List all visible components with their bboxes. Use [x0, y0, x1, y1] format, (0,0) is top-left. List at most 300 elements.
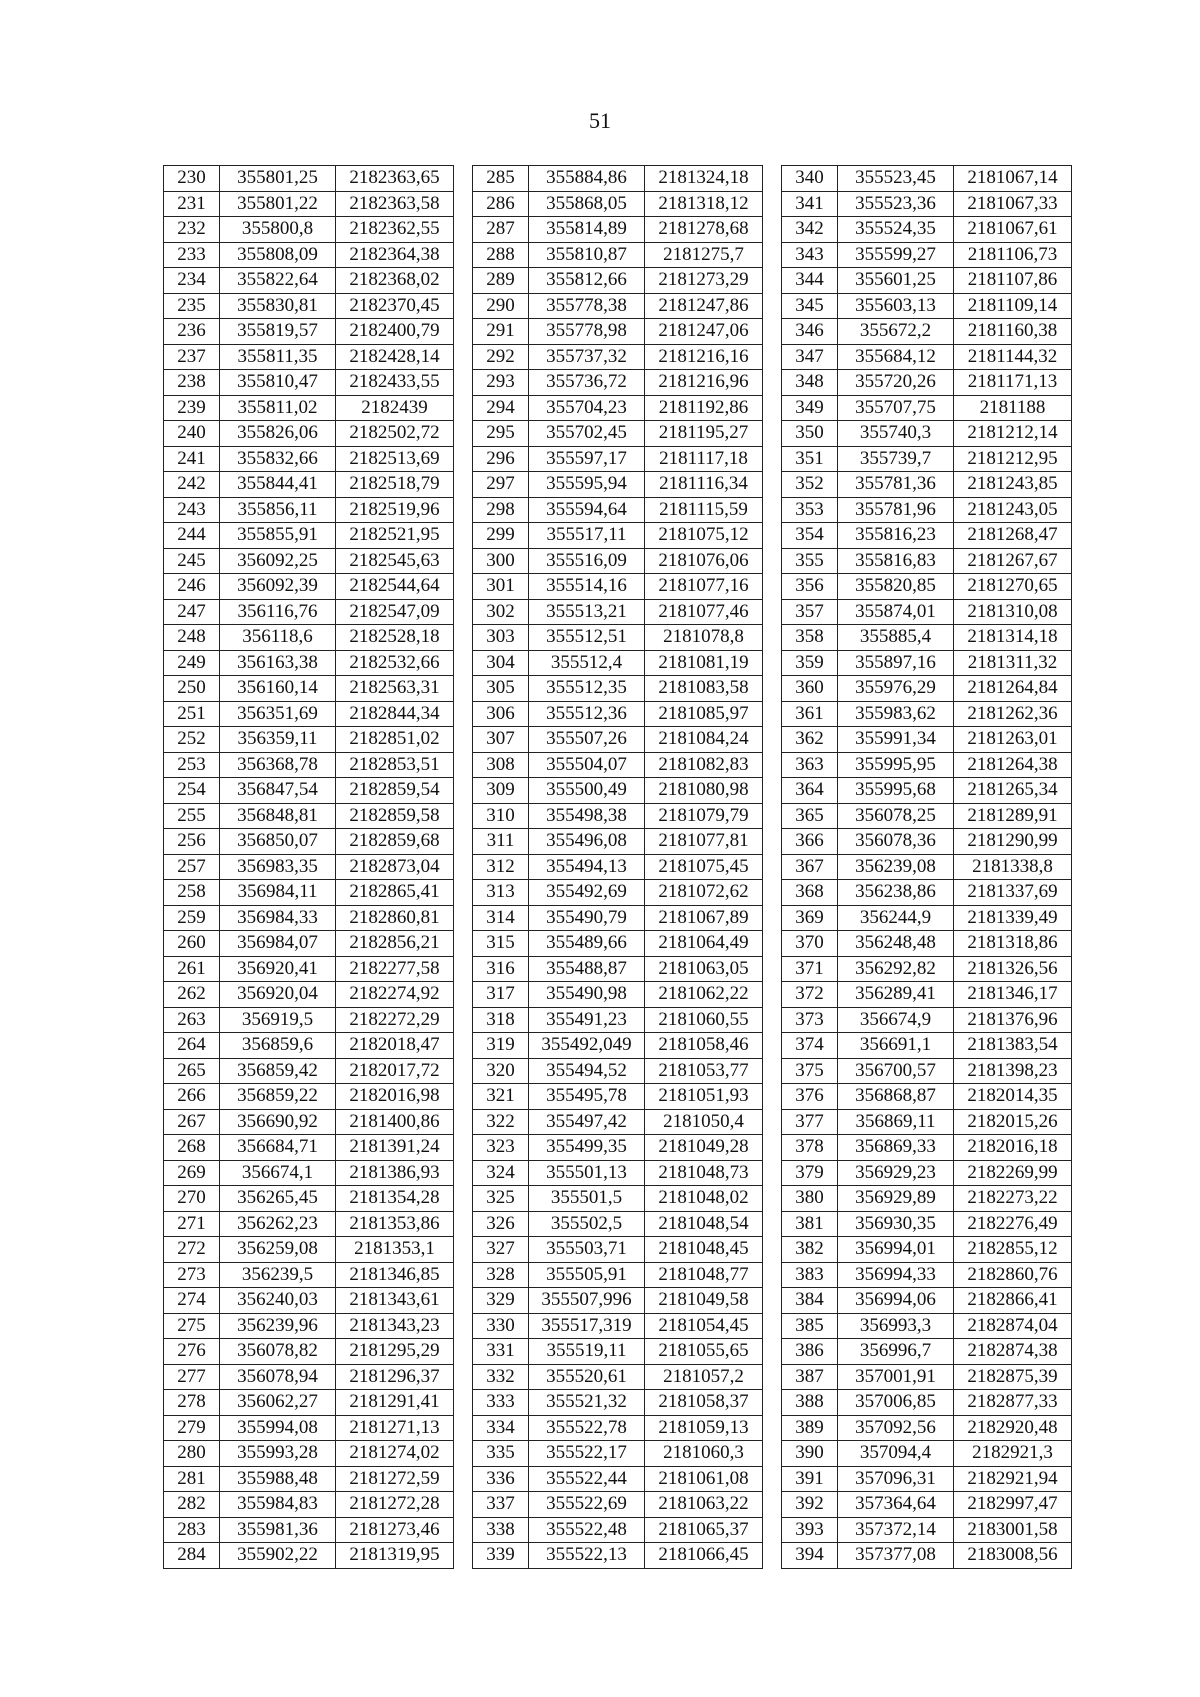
- point-number-cell: 311: [473, 829, 529, 855]
- point-number-cell: 353: [782, 497, 838, 523]
- x-coordinate-cell: 355704,23: [529, 395, 645, 421]
- point-number-cell: 295: [473, 421, 529, 447]
- point-number-cell: 298: [473, 497, 529, 523]
- table-row: [473, 523, 763, 549]
- x-coordinate-cell: 355983,62: [838, 701, 954, 727]
- point-number-cell: 309: [473, 778, 529, 804]
- table-row: [164, 1160, 454, 1186]
- table-row: [473, 956, 763, 982]
- point-number-cell: 270: [164, 1186, 220, 1212]
- point-number-cell: 307: [473, 727, 529, 753]
- y-coordinate-cell: 2181311,32: [954, 650, 1072, 676]
- point-number-cell: 346: [782, 319, 838, 345]
- x-coordinate-cell: 355993,28: [220, 1441, 336, 1467]
- coordinate-table-body: [473, 166, 763, 1569]
- y-coordinate-cell: 2181265,34: [954, 778, 1072, 804]
- table-row: [164, 1364, 454, 1390]
- point-number-cell: 322: [473, 1109, 529, 1135]
- x-coordinate-cell: 355885,4: [838, 625, 954, 651]
- y-coordinate-cell: 2181060,55: [645, 1007, 763, 1033]
- y-coordinate-cell: 2181050,4: [645, 1109, 763, 1135]
- point-number-cell: 254: [164, 778, 220, 804]
- x-coordinate-cell: 355492,69: [529, 880, 645, 906]
- x-coordinate-cell: 355516,09: [529, 548, 645, 574]
- y-coordinate-cell: 2182859,54: [336, 778, 454, 804]
- table-row: [782, 1211, 1072, 1237]
- table-row: [473, 1109, 763, 1135]
- y-coordinate-cell: 2181083,58: [645, 676, 763, 702]
- point-number-cell: 329: [473, 1288, 529, 1314]
- x-coordinate-cell: 355976,29: [838, 676, 954, 702]
- point-number-cell: 285: [473, 166, 529, 192]
- table-row: [473, 1543, 763, 1569]
- table-row: [782, 803, 1072, 829]
- y-coordinate-cell: 2181107,86: [954, 268, 1072, 294]
- table-row: [782, 574, 1072, 600]
- table-row: [164, 599, 454, 625]
- point-number-cell: 248: [164, 625, 220, 651]
- x-coordinate-cell: 355522,48: [529, 1517, 645, 1543]
- point-number-cell: 356: [782, 574, 838, 600]
- y-coordinate-cell: 2181115,59: [645, 497, 763, 523]
- point-number-cell: 362: [782, 727, 838, 753]
- x-coordinate-cell: 355855,91: [220, 523, 336, 549]
- y-coordinate-cell: 2181275,7: [645, 242, 763, 268]
- x-coordinate-cell: 356929,23: [838, 1160, 954, 1186]
- y-coordinate-cell: 2181049,28: [645, 1135, 763, 1161]
- point-number-cell: 368: [782, 880, 838, 906]
- y-coordinate-cell: 2181398,23: [954, 1058, 1072, 1084]
- y-coordinate-cell: 2181076,06: [645, 548, 763, 574]
- x-coordinate-cell: 355826,06: [220, 421, 336, 447]
- point-number-cell: 247: [164, 599, 220, 625]
- point-number-cell: 283: [164, 1517, 220, 1543]
- x-coordinate-cell: 355819,57: [220, 319, 336, 345]
- table-row: [782, 752, 1072, 778]
- table-row: [473, 1084, 763, 1110]
- x-coordinate-cell: 355522,78: [529, 1415, 645, 1441]
- y-coordinate-cell: 2182018,47: [336, 1033, 454, 1059]
- point-number-cell: 282: [164, 1492, 220, 1518]
- point-number-cell: 327: [473, 1237, 529, 1263]
- x-coordinate-cell: 357096,31: [838, 1466, 954, 1492]
- x-coordinate-cell: 355523,36: [838, 191, 954, 217]
- x-coordinate-cell: 357006,85: [838, 1390, 954, 1416]
- point-number-cell: 258: [164, 880, 220, 906]
- y-coordinate-cell: 2181079,79: [645, 803, 763, 829]
- x-coordinate-cell: 357001,91: [838, 1364, 954, 1390]
- x-coordinate-cell: 355512,35: [529, 676, 645, 702]
- point-number-cell: 269: [164, 1160, 220, 1186]
- table-row: [164, 1186, 454, 1212]
- point-number-cell: 317: [473, 982, 529, 1008]
- table-row: [473, 1186, 763, 1212]
- table-row: [473, 778, 763, 804]
- y-coordinate-cell: 2181216,96: [645, 370, 763, 396]
- table-row: [164, 395, 454, 421]
- point-number-cell: 234: [164, 268, 220, 294]
- table-row: [473, 982, 763, 1008]
- y-coordinate-cell: 2182017,72: [336, 1058, 454, 1084]
- x-coordinate-cell: 355994,08: [220, 1415, 336, 1441]
- y-coordinate-cell: 2182272,29: [336, 1007, 454, 1033]
- y-coordinate-cell: 2183008,56: [954, 1543, 1072, 1569]
- table-row: [164, 293, 454, 319]
- table-row: [782, 1364, 1072, 1390]
- y-coordinate-cell: 2181247,86: [645, 293, 763, 319]
- y-coordinate-cell: 2182273,22: [954, 1186, 1072, 1212]
- point-number-cell: 276: [164, 1339, 220, 1365]
- table-row: [164, 191, 454, 217]
- x-coordinate-cell: 355814,89: [529, 217, 645, 243]
- table-row: [473, 1466, 763, 1492]
- y-coordinate-cell: 2181310,08: [954, 599, 1072, 625]
- x-coordinate-cell: 356994,06: [838, 1288, 954, 1314]
- y-coordinate-cell: 2182015,26: [954, 1109, 1072, 1135]
- table-row: [782, 1415, 1072, 1441]
- y-coordinate-cell: 2182269,99: [954, 1160, 1072, 1186]
- x-coordinate-cell: 355601,25: [838, 268, 954, 294]
- x-coordinate-cell: 355856,11: [220, 497, 336, 523]
- x-coordinate-cell: 355494,52: [529, 1058, 645, 1084]
- table-row: [164, 956, 454, 982]
- table-row: [164, 1415, 454, 1441]
- x-coordinate-cell: 355520,61: [529, 1364, 645, 1390]
- table-row: [782, 446, 1072, 472]
- x-coordinate-cell: 356239,96: [220, 1313, 336, 1339]
- table-row: [782, 166, 1072, 192]
- point-number-cell: 301: [473, 574, 529, 600]
- x-coordinate-cell: 356239,08: [838, 854, 954, 880]
- table-row: [164, 166, 454, 192]
- y-coordinate-cell: 2182859,58: [336, 803, 454, 829]
- y-coordinate-cell: 2181272,59: [336, 1466, 454, 1492]
- point-number-cell: 231: [164, 191, 220, 217]
- point-number-cell: 347: [782, 344, 838, 370]
- x-coordinate-cell: 355597,17: [529, 446, 645, 472]
- table-row: [782, 956, 1072, 982]
- x-coordinate-cell: 355512,4: [529, 650, 645, 676]
- x-coordinate-cell: 355488,87: [529, 956, 645, 982]
- point-number-cell: 242: [164, 472, 220, 498]
- x-coordinate-cell: 356920,04: [220, 982, 336, 1008]
- y-coordinate-cell: 2181077,16: [645, 574, 763, 600]
- point-number-cell: 296: [473, 446, 529, 472]
- point-number-cell: 310: [473, 803, 529, 829]
- table-row: [473, 1390, 763, 1416]
- x-coordinate-cell: 356993,3: [838, 1313, 954, 1339]
- y-coordinate-cell: 2181055,65: [645, 1339, 763, 1365]
- x-coordinate-cell: 356359,11: [220, 727, 336, 753]
- point-number-cell: 382: [782, 1237, 838, 1263]
- point-number-cell: 372: [782, 982, 838, 1008]
- x-coordinate-cell: 355603,13: [838, 293, 954, 319]
- table-row: [164, 880, 454, 906]
- point-number-cell: 292: [473, 344, 529, 370]
- x-coordinate-cell: 355737,32: [529, 344, 645, 370]
- y-coordinate-cell: 2181064,49: [645, 931, 763, 957]
- point-number-cell: 342: [782, 217, 838, 243]
- x-coordinate-cell: 355801,25: [220, 166, 336, 192]
- table-row: [782, 1543, 1072, 1569]
- x-coordinate-cell: 356078,82: [220, 1339, 336, 1365]
- y-coordinate-cell: 2181106,73: [954, 242, 1072, 268]
- x-coordinate-cell: 355501,13: [529, 1160, 645, 1186]
- x-coordinate-cell: 356984,11: [220, 880, 336, 906]
- point-number-cell: 313: [473, 880, 529, 906]
- y-coordinate-cell: 2182920,48: [954, 1415, 1072, 1441]
- table-row: [164, 472, 454, 498]
- x-coordinate-cell: 356292,82: [838, 956, 954, 982]
- y-coordinate-cell: 2181291,41: [336, 1390, 454, 1416]
- point-number-cell: 320: [473, 1058, 529, 1084]
- table-row: [473, 599, 763, 625]
- y-coordinate-cell: 2181212,14: [954, 421, 1072, 447]
- y-coordinate-cell: 2181278,68: [645, 217, 763, 243]
- x-coordinate-cell: 355800,8: [220, 217, 336, 243]
- table-row: [473, 1211, 763, 1237]
- point-number-cell: 384: [782, 1288, 838, 1314]
- x-coordinate-cell: 355519,11: [529, 1339, 645, 1365]
- y-coordinate-cell: 2181391,24: [336, 1135, 454, 1161]
- table-row: [782, 778, 1072, 804]
- point-number-cell: 241: [164, 446, 220, 472]
- x-coordinate-cell: 355505,91: [529, 1262, 645, 1288]
- table-row: [782, 217, 1072, 243]
- coordinate-table: [163, 165, 454, 1569]
- x-coordinate-cell: 355902,22: [220, 1543, 336, 1569]
- y-coordinate-cell: 2181243,85: [954, 472, 1072, 498]
- table-row: [782, 854, 1072, 880]
- x-coordinate-cell: 355512,36: [529, 701, 645, 727]
- y-coordinate-cell: 2181270,65: [954, 574, 1072, 600]
- table-row: [164, 446, 454, 472]
- point-number-cell: 277: [164, 1364, 220, 1390]
- y-coordinate-cell: 2181117,18: [645, 446, 763, 472]
- y-coordinate-cell: 2181171,13: [954, 370, 1072, 396]
- x-coordinate-cell: 355810,47: [220, 370, 336, 396]
- table-row: [782, 344, 1072, 370]
- y-coordinate-cell: 2181061,08: [645, 1466, 763, 1492]
- y-coordinate-cell: 2182853,51: [336, 752, 454, 778]
- point-number-cell: 376: [782, 1084, 838, 1110]
- y-coordinate-cell: 2182873,04: [336, 854, 454, 880]
- y-coordinate-cell: 2181048,02: [645, 1186, 763, 1212]
- y-coordinate-cell: 2181295,29: [336, 1339, 454, 1365]
- point-number-cell: 288: [473, 242, 529, 268]
- y-coordinate-cell: 2182844,34: [336, 701, 454, 727]
- table-row: [473, 1492, 763, 1518]
- y-coordinate-cell: 2182528,18: [336, 625, 454, 651]
- point-number-cell: 325: [473, 1186, 529, 1212]
- x-coordinate-cell: 356674,9: [838, 1007, 954, 1033]
- x-coordinate-cell: 355739,7: [838, 446, 954, 472]
- point-number-cell: 246: [164, 574, 220, 600]
- table-row: [473, 548, 763, 574]
- table-row: [473, 370, 763, 396]
- y-coordinate-cell: 2181247,06: [645, 319, 763, 345]
- point-number-cell: 316: [473, 956, 529, 982]
- x-coordinate-cell: 355981,36: [220, 1517, 336, 1543]
- x-coordinate-cell: 356869,33: [838, 1135, 954, 1161]
- y-coordinate-cell: 2182400,79: [336, 319, 454, 345]
- y-coordinate-cell: 2182016,18: [954, 1135, 1072, 1161]
- point-number-cell: 344: [782, 268, 838, 294]
- y-coordinate-cell: 2181077,81: [645, 829, 763, 855]
- table-row: [782, 599, 1072, 625]
- y-coordinate-cell: 2181290,99: [954, 829, 1072, 855]
- table-row: [164, 268, 454, 294]
- y-coordinate-cell: 2181080,98: [645, 778, 763, 804]
- y-coordinate-cell: 2181354,28: [336, 1186, 454, 1212]
- y-coordinate-cell: 2182363,65: [336, 166, 454, 192]
- table-row: [473, 701, 763, 727]
- table-row: [782, 421, 1072, 447]
- y-coordinate-cell: 2181084,24: [645, 727, 763, 753]
- table-row: [164, 1007, 454, 1033]
- point-number-cell: 367: [782, 854, 838, 880]
- x-coordinate-cell: 355507,26: [529, 727, 645, 753]
- point-number-cell: 252: [164, 727, 220, 753]
- point-number-cell: 387: [782, 1364, 838, 1390]
- x-coordinate-cell: 356118,6: [220, 625, 336, 651]
- table-row: [782, 701, 1072, 727]
- x-coordinate-cell: 356078,94: [220, 1364, 336, 1390]
- y-coordinate-cell: 2181049,58: [645, 1288, 763, 1314]
- table-row: [782, 1033, 1072, 1059]
- x-coordinate-cell: 356684,71: [220, 1135, 336, 1161]
- x-coordinate-cell: 355811,02: [220, 395, 336, 421]
- x-coordinate-cell: 355874,01: [838, 599, 954, 625]
- x-coordinate-cell: 355507,996: [529, 1288, 645, 1314]
- y-coordinate-cell: 2182274,92: [336, 982, 454, 1008]
- x-coordinate-cell: 356240,03: [220, 1288, 336, 1314]
- point-number-cell: 308: [473, 752, 529, 778]
- point-number-cell: 379: [782, 1160, 838, 1186]
- y-coordinate-cell: 2181383,54: [954, 1033, 1072, 1059]
- point-number-cell: 366: [782, 829, 838, 855]
- point-number-cell: 256: [164, 829, 220, 855]
- x-coordinate-cell: 356859,6: [220, 1033, 336, 1059]
- y-coordinate-cell: 2181268,47: [954, 523, 1072, 549]
- table-row: [473, 1517, 763, 1543]
- point-number-cell: 251: [164, 701, 220, 727]
- x-coordinate-cell: 356160,14: [220, 676, 336, 702]
- x-coordinate-cell: 356869,11: [838, 1109, 954, 1135]
- y-coordinate-cell: 2181353,1: [336, 1237, 454, 1263]
- table-row: [164, 676, 454, 702]
- point-number-cell: 360: [782, 676, 838, 702]
- y-coordinate-cell: 2181048,77: [645, 1262, 763, 1288]
- table-row: [782, 1160, 1072, 1186]
- x-coordinate-cell: 356994,01: [838, 1237, 954, 1263]
- point-number-cell: 287: [473, 217, 529, 243]
- table-row: [164, 421, 454, 447]
- y-coordinate-cell: 2181343,23: [336, 1313, 454, 1339]
- point-number-cell: 392: [782, 1492, 838, 1518]
- y-coordinate-cell: 2182860,76: [954, 1262, 1072, 1288]
- point-number-cell: 377: [782, 1109, 838, 1135]
- y-coordinate-cell: 2181289,91: [954, 803, 1072, 829]
- x-coordinate-cell: 355522,44: [529, 1466, 645, 1492]
- table-row: [164, 1390, 454, 1416]
- x-coordinate-cell: 355500,49: [529, 778, 645, 804]
- point-number-cell: 237: [164, 344, 220, 370]
- x-coordinate-cell: 355822,64: [220, 268, 336, 294]
- y-coordinate-cell: 2181400,86: [336, 1109, 454, 1135]
- table-row: [164, 1262, 454, 1288]
- y-coordinate-cell: 2182855,12: [954, 1237, 1072, 1263]
- table-row: [782, 1135, 1072, 1161]
- y-coordinate-cell: 2181318,12: [645, 191, 763, 217]
- table-row: [473, 217, 763, 243]
- table-row: [782, 1058, 1072, 1084]
- x-coordinate-cell: 355522,17: [529, 1441, 645, 1467]
- point-number-cell: 352: [782, 472, 838, 498]
- x-coordinate-cell: 355884,86: [529, 166, 645, 192]
- page-number: 51: [589, 108, 611, 133]
- point-number-cell: 230: [164, 166, 220, 192]
- coordinate-table-body: [164, 166, 454, 1569]
- point-number-cell: 359: [782, 650, 838, 676]
- point-number-cell: 297: [473, 472, 529, 498]
- y-coordinate-cell: 2182370,45: [336, 293, 454, 319]
- y-coordinate-cell: 2181066,45: [645, 1543, 763, 1569]
- point-number-cell: 318: [473, 1007, 529, 1033]
- point-number-cell: 326: [473, 1211, 529, 1237]
- point-number-cell: 302: [473, 599, 529, 625]
- table-row: [164, 1109, 454, 1135]
- table-row: [164, 523, 454, 549]
- y-coordinate-cell: 2181343,61: [336, 1288, 454, 1314]
- y-coordinate-cell: 2181072,62: [645, 880, 763, 906]
- y-coordinate-cell: 2182368,02: [336, 268, 454, 294]
- x-coordinate-cell: 355491,23: [529, 1007, 645, 1033]
- x-coordinate-cell: 356919,5: [220, 1007, 336, 1033]
- point-number-cell: 245: [164, 548, 220, 574]
- x-coordinate-cell: 356265,45: [220, 1186, 336, 1212]
- table-row: [782, 676, 1072, 702]
- x-coordinate-cell: 355820,85: [838, 574, 954, 600]
- point-number-cell: 369: [782, 905, 838, 931]
- point-number-cell: 375: [782, 1058, 838, 1084]
- y-coordinate-cell: 2181346,85: [336, 1262, 454, 1288]
- y-coordinate-cell: 2181048,45: [645, 1237, 763, 1263]
- table-row: [473, 242, 763, 268]
- y-coordinate-cell: 2182866,41: [954, 1288, 1072, 1314]
- x-coordinate-cell: 356238,86: [838, 880, 954, 906]
- point-number-cell: 361: [782, 701, 838, 727]
- x-coordinate-cell: 356244,9: [838, 905, 954, 931]
- coordinate-table: [472, 165, 763, 1569]
- y-coordinate-cell: 2182518,79: [336, 472, 454, 498]
- table-row: [164, 982, 454, 1008]
- y-coordinate-cell: 2181264,38: [954, 752, 1072, 778]
- point-number-cell: 335: [473, 1441, 529, 1467]
- table-row: [164, 548, 454, 574]
- table-row: [473, 1415, 763, 1441]
- y-coordinate-cell: 2181075,45: [645, 854, 763, 880]
- point-number-cell: 259: [164, 905, 220, 931]
- point-number-cell: 303: [473, 625, 529, 651]
- table-row: [473, 752, 763, 778]
- point-number-cell: 319: [473, 1033, 529, 1059]
- table-row: [164, 625, 454, 651]
- table-row: [473, 1364, 763, 1390]
- point-number-cell: 266: [164, 1084, 220, 1110]
- point-number-cell: 275: [164, 1313, 220, 1339]
- point-number-cell: 235: [164, 293, 220, 319]
